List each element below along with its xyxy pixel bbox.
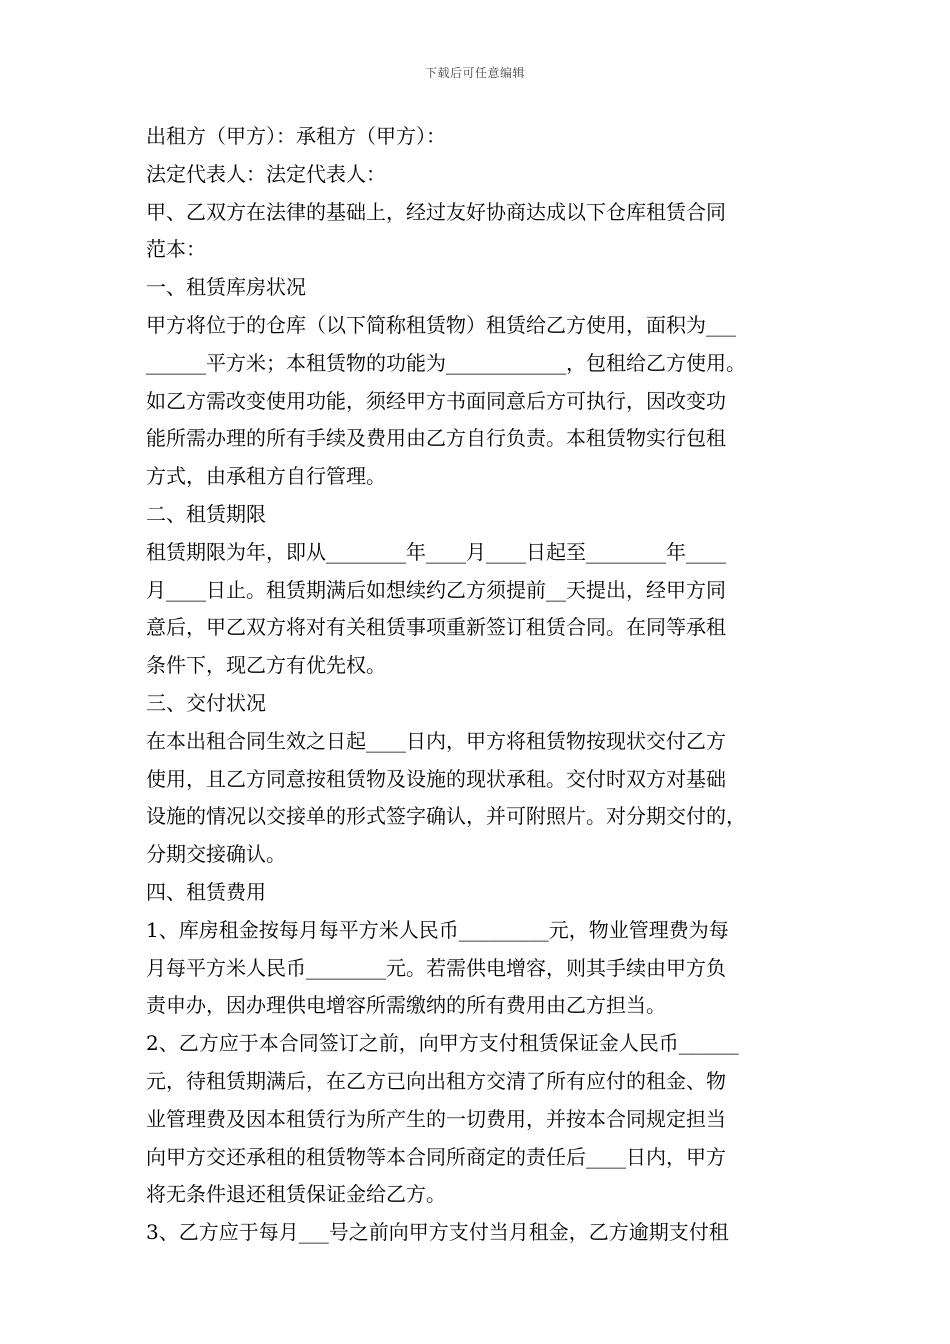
text-line: 范本： — [146, 237, 206, 262]
text-line: 如乙方需改变使用功能，须经甲方书面同意后方可执行，因改变功 — [146, 388, 726, 413]
text-line: 元，待租赁期满后，在乙方已向出租方交清了所有应付的租金、物 — [146, 1068, 726, 1093]
text-line: 在本出租合同生效之日起____日内，甲方将租赁物按现状交付乙方 — [146, 728, 726, 753]
text-line: 将无条件退还租赁保证金给乙方。 — [146, 1182, 446, 1207]
header-note: 下载后可任意编辑 — [424, 66, 525, 80]
text-line: 方式，由承租方自行管理。 — [146, 464, 386, 489]
text-line: 月每平方米人民币________元。若需供电增容，则其手续由甲方负 — [146, 955, 726, 980]
text-line: 法定代表人：法定代表人： — [146, 161, 386, 186]
text-line: 分期交接确认。 — [146, 842, 286, 867]
text-line: 设施的情况以交接单的形式签字确认，并可附照片。对分期交付的， — [146, 804, 746, 829]
section-heading: 一、租赁库房状况 — [146, 275, 306, 300]
text-line: 意后，甲乙双方将对有关租赁事项重新签订租赁合同。在同等承租 — [146, 615, 726, 640]
contract-body — [146, 118, 816, 1252]
text-line: 向甲方交还承租的租赁物等本合同所商定的责任后____日内，甲方 — [146, 1144, 726, 1169]
section-heading: 二、租赁期限 — [146, 501, 266, 526]
text-line: 业管理费及因本租赁行为所产生的一切费用，并按本合同规定担当 — [146, 1106, 726, 1131]
text-line: 月____日止。租赁期满后如想续约乙方须提前__天提出，经甲方同 — [146, 577, 726, 602]
text-line: 甲、乙双方在法律的基础上，经过友好协商达成以下仓库租赁合同 — [146, 199, 726, 224]
section-heading: 三、交付状况 — [146, 690, 266, 715]
text-line: 3、乙方应于每月___号之前向甲方支付当月租金，乙方逾期支付租 — [146, 1220, 729, 1245]
text-line: 使用，且乙方同意按租赁物及设施的现状承租。交付时双方对基础 — [146, 766, 726, 791]
text-line: 能所需办理的所有手续及费用由乙方自行负责。本租赁物实行包租 — [146, 426, 726, 451]
text-line: 租赁期限为年，即从________年____月____日起至________年____ — [146, 539, 726, 564]
text-line: 甲方将位于的仓库（以下简称租赁物）租赁给乙方使用，面积为___ — [146, 312, 736, 337]
text-line: 条件下，现乙方有优先权。 — [146, 653, 386, 678]
text-line: 出租方（甲方）：承租方（甲方）： — [146, 124, 446, 148]
text-line: 2、乙方应于本合同签订之前，向甲方支付租赁保证金人民币______ — [146, 1031, 739, 1056]
text-line: ______平方米；本租赁物的功能为____________，包租给乙方使用。 — [146, 350, 746, 375]
text-line: 1、库房租金按每月每平方米人民币_________元，物业管理费为每 — [146, 917, 729, 942]
text-line: 责申办，因办理供电增容所需缴纳的所有费用由乙方担当。 — [146, 993, 666, 1018]
section-heading: 四、租赁费用 — [146, 879, 266, 904]
